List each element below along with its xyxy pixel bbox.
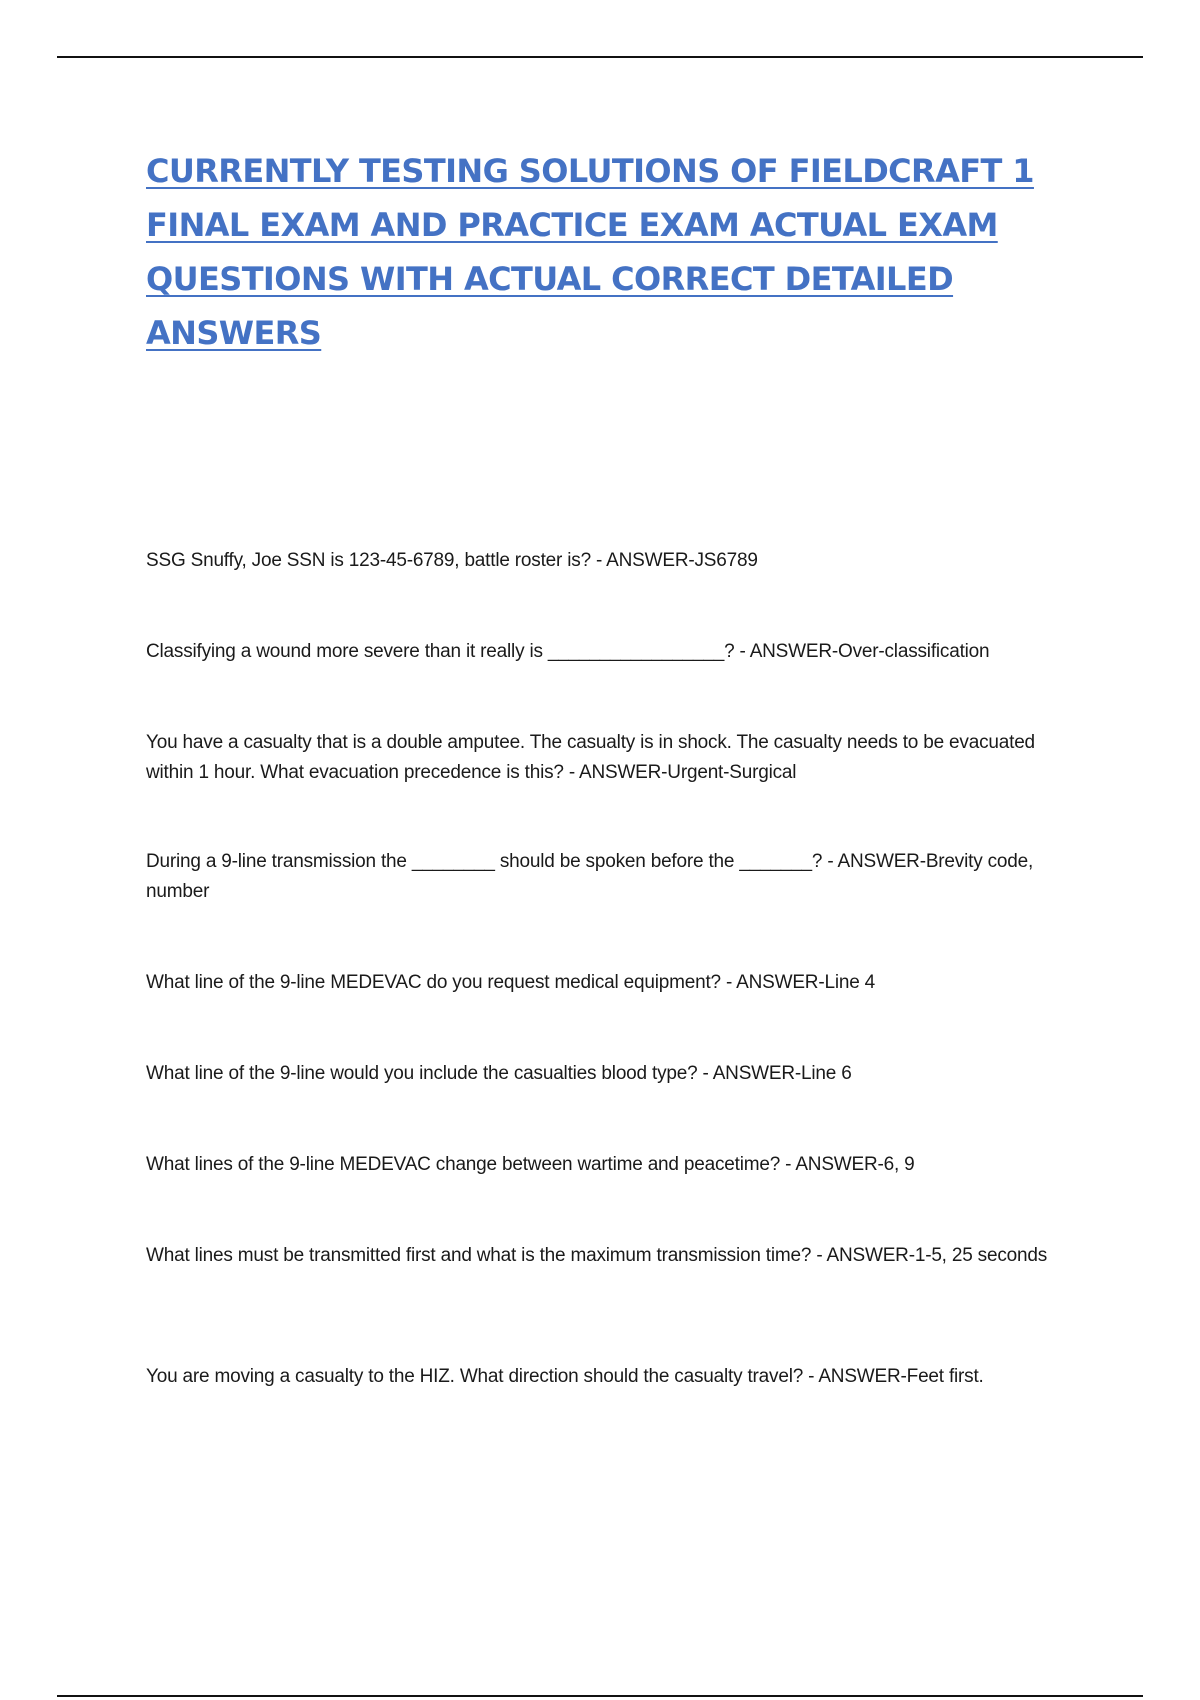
- footer-rule: [57, 1695, 1143, 1697]
- document-title: [146, 144, 1106, 360]
- document-title-text: CURRENTLY TESTING SOLUTIONS OF FIELDCRAFT 1 FINAL EXAM AND PRACTICE EXAM ACTUAL EXAM QUESTIONS WITH ACTUAL CORRECT DETAILED ANSWERS: [146, 152, 1034, 352]
- qa-item-4: During a 9-line transmission the ________ should be spoken before the _______? - ANSWER-Brevity code, number: [146, 851, 1034, 902]
- qa-item-5: What line of the 9-line MEDEVAC do you request medical equipment? - ANSWER-Line 4: [146, 972, 876, 993]
- qa-item-3: You have a casualty that is a double amputee. The casualty is in shock. The casualty needs to be evacuated within 1 hour. What evacuation precedence is this? - ANSWER-Urgent-Surgical: [146, 732, 1035, 783]
- qa-item-7: What lines of the 9-line MEDEVAC change between wartime and peacetime? - ANSWER-6, 9: [146, 1154, 915, 1175]
- qa-item-1: SSG Snuffy, Joe SSN is 123-45-6789, battle roster is? - ANSWER-JS6789: [146, 550, 758, 571]
- qa-item-6: What line of the 9-line would you include the casualties blood type? - ANSWER-Line 6: [146, 1063, 852, 1084]
- qa-item-8: What lines must be transmitted first and what is the maximum transmission time? - ANSWER-1-5, 25 seconds: [146, 1245, 1048, 1266]
- qa-item-2: Classifying a wound more severe than it really is _________________? - ANSWER-Over-classification: [146, 641, 990, 662]
- header-rule: [57, 56, 1143, 58]
- qa-item-9: You are moving a casualty to the HIZ. What direction should the casualty travel? - ANSWER-Feet first.: [146, 1366, 984, 1387]
